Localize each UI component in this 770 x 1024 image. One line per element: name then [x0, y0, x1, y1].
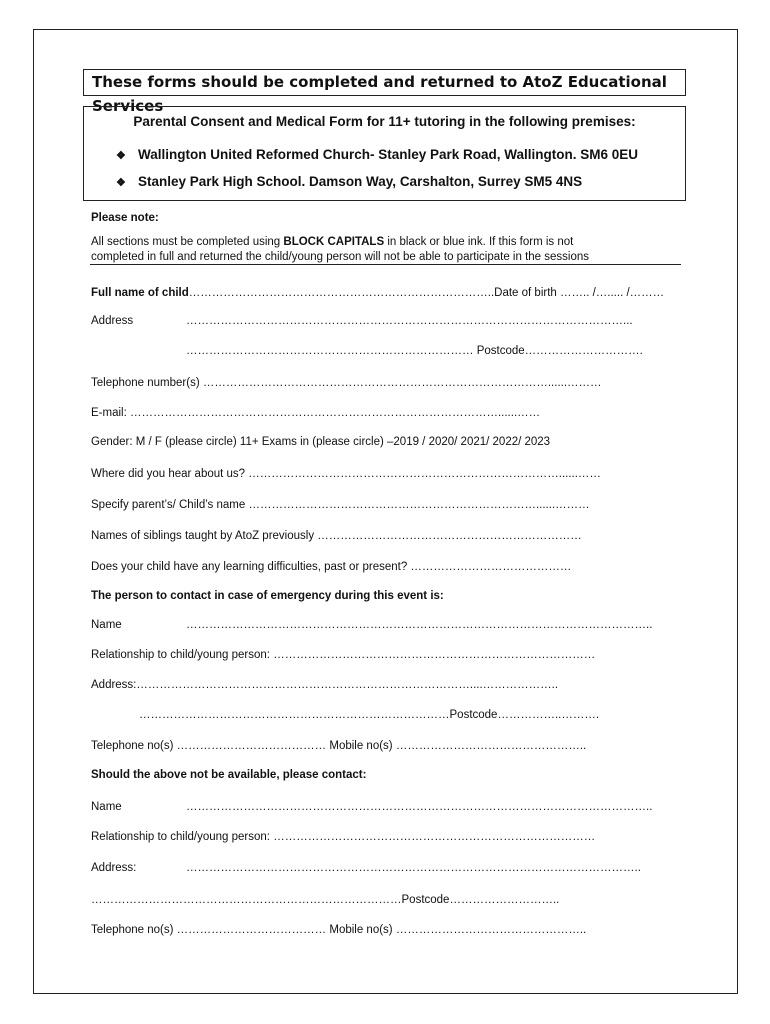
alternate-name-label: Name	[91, 801, 122, 813]
note-line-1	[91, 235, 573, 249]
address-dots: ………………………………………………………………………	[139, 709, 450, 721]
premises-box	[83, 106, 686, 201]
emergency-address-field-2[interactable]	[139, 708, 599, 722]
postcode-dots: ………………………..	[449, 894, 560, 906]
full-name-label: Full name of child	[91, 287, 189, 299]
postcode-dots: ……………..……….	[497, 709, 600, 721]
email-field[interactable]: E-mail: ……………………………………………………………………………………......……	[91, 407, 541, 419]
emergency-name-label: Name	[91, 619, 122, 631]
postcode-dots: ………………………….	[524, 345, 643, 357]
note-text: All sections must be completed using	[91, 236, 284, 248]
parent-name-field[interactable]: Specify parent’s/ Child’s name …………………………………………………………………......………	[91, 499, 590, 511]
learning-difficulties-field[interactable]: Does your child have any learning difficulties, past or present? ……………………………………	[91, 561, 572, 573]
address-field-2[interactable]	[186, 344, 643, 358]
address-dots: …………………………………………………………………	[186, 345, 474, 357]
alternate-name-field[interactable]: …………………………………………………………………………………………………………..	[186, 801, 653, 813]
note-text: in black or blue ink. If this form is not	[384, 236, 574, 248]
full-name-dots: ……………………………………………………………………..	[188, 287, 495, 299]
divider	[90, 264, 681, 265]
premises-item-text: Wallington United Reformed Church- Stanley Park Road, Wallington. SM6 0EU	[138, 147, 639, 162]
alternate-relationship-field[interactable]: Relationship to child/young person: …………………………………………………………………………	[91, 831, 596, 843]
premises-heading: Parental Consent and Medical Form for 11+ tutoring in the following premises:	[133, 114, 636, 129]
form-title: These forms should be completed and returned to AtoZ Educational Services	[83, 69, 686, 96]
siblings-field[interactable]: Names of siblings taught by AtoZ previously ……………………………………………………………	[91, 530, 582, 542]
full-name-field[interactable]	[91, 286, 664, 300]
note-line-2: completed in full and returned the child/young person will not be able to participate in the sessions	[91, 251, 589, 263]
premises-item-text: Stanley Park High School. Damson Way, Carshalton, Surrey SM5 4NS	[138, 174, 583, 189]
emergency-telephone-field[interactable]: Telephone no(s) ………………………………… Mobile no(s) …………………………………………..	[91, 740, 587, 752]
note-emphasis: BLOCK CAPITALS	[283, 236, 385, 248]
gender-exams-field[interactable]: Gender: M / F (please circle) 11+ Exams in (please circle) –2019 / 2020/ 2021/ 2022/ 2023	[91, 436, 551, 448]
address-field-1[interactable]: ……………………………………………………………………………………………………...	[186, 315, 633, 327]
diamond-bullet-icon: ❖	[116, 177, 126, 189]
emergency-heading: The person to contact in case of emergency during this event is:	[91, 590, 444, 602]
emergency-address-field[interactable]: Address:……………………………………………………………………………....………………..	[91, 679, 559, 691]
postcode-label: Postcode	[449, 709, 498, 721]
alternate-address-label: Address:	[91, 862, 137, 874]
alternate-telephone-field[interactable]: Telephone no(s) ………………………………… Mobile no(s) …………………………………………..	[91, 924, 587, 936]
alternate-heading: Should the above not be available, please contact:	[91, 769, 367, 781]
postcode-label: Postcode	[476, 345, 525, 357]
dob-label: Date of birth	[494, 287, 557, 299]
diamond-bullet-icon: ❖	[116, 150, 126, 162]
premises-item	[116, 147, 638, 162]
dob-dots: …….. /…..... /………	[560, 287, 665, 299]
telephone-field[interactable]: Telephone number(s) ………………………………………………………………………………......………	[91, 377, 602, 389]
address-dots: ………………………………………………………………………	[91, 894, 402, 906]
premises-item	[116, 174, 582, 189]
hear-about-us-field[interactable]: Where did you hear about us? ………………………………………………………………………......……	[91, 468, 601, 480]
alternate-address-field[interactable]: ………………………………………………………………………………………………………..	[186, 862, 641, 874]
emergency-name-field[interactable]: …………………………………………………………………………………………………………..	[186, 619, 653, 631]
note-heading: Please note:	[91, 212, 159, 224]
postcode-label: Postcode	[401, 894, 450, 906]
emergency-relationship-field[interactable]: Relationship to child/young person: …………………………………………………………………………	[91, 649, 596, 661]
address-label: Address	[91, 315, 134, 327]
alternate-address-field-2[interactable]	[91, 893, 559, 907]
